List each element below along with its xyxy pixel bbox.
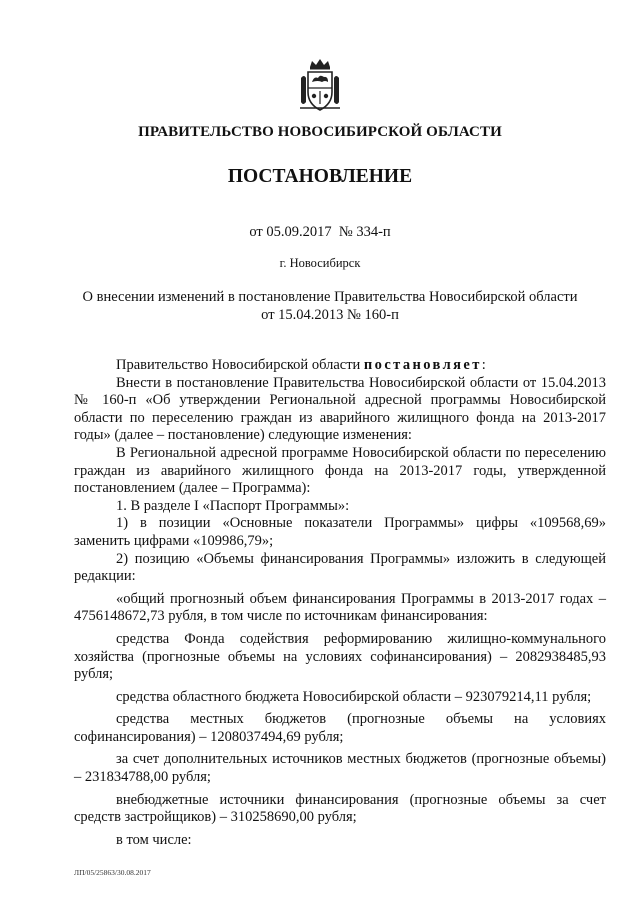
body-paragraph: в том числе: <box>116 831 192 848</box>
body-paragraph: «общий прогнозный объем финансирования Программы в 2013-2017 годах – 4756148672,73 рубля, в том числе по источникам финансирования: <box>74 590 606 625</box>
body-paragraph: 1) в позиции «Основные показатели Программы» цифры «109568,69» заменить цифрами «109986,79»; <box>74 515 606 549</box>
document-date-line <box>0 224 640 241</box>
intro-colon: : <box>481 357 486 373</box>
body-paragraph: 1. В разделе I «Паспорт Программы»: <box>116 497 350 514</box>
body-paragraph: за счет дополнительных источников местных бюджетов (прогнозные объемы) – 231834788,00 рубля; <box>74 751 606 786</box>
document-date: от 05.09.2017 <box>249 224 332 240</box>
body-paragraph: средства местных бюджетов (прогнозные объемы на условиях софинансирования) – 1208037494,69 рубля; <box>74 711 606 745</box>
footer-code: ЛП/05/25863/30.08.2017 <box>74 868 151 877</box>
document-number: № 334-п <box>338 224 391 240</box>
intro-text: Правительство Новосибирской области <box>116 357 364 373</box>
body-paragraph: В Региональной адресной программе Новосибирской области по переселению граждан из аварийного жилищного фонда на 2013-2017 годы, утвержденной постановлением (далее – Программа): <box>74 444 606 497</box>
body-paragraph: средства областного бюджета Новосибирской области – 923079214,11 рубля; <box>116 688 592 705</box>
body-paragraph: Внести в постановление Правительства Новосибирской области от 15.04.2013 № 160-п «Об утверждении Региональной адресной программы Новосибирской области по переселению граждан из аварийного жилищного фонда на 2013-2017 годы» (далее – постановление) следующие изменения: <box>74 374 606 444</box>
document-subject <box>60 288 600 324</box>
body-paragraph: 2) позицию «Объемы финансирования Программы» изложить в следующей редакции: <box>74 550 606 585</box>
subject-line-2: от 15.04.2013 № 160-п <box>261 307 399 323</box>
intro-paragraph <box>74 357 606 375</box>
document-place: г. Новосибирск <box>279 256 361 270</box>
subject-line-1: О внесении изменений в постановление Правительства Новосибирской области <box>82 289 578 305</box>
body-paragraph: внебюджетные источники финансирования (прогнозные объемы за счет средств застройщиков) – 310258690,00 рубля; <box>74 791 606 826</box>
body-paragraph: средства Фонда содействия реформированию жилищно-коммунального хозяйства (прогнозные объемы на условиях софинансирования) – 2082938485,93 рубля; <box>74 630 606 683</box>
intro-keyword: постановляет <box>363 357 482 373</box>
document-body <box>74 357 606 849</box>
organization-title: ПРАВИТЕЛЬСТВО НОВОСИБИРСКОЙ ОБЛАСТИ <box>138 124 502 140</box>
coat-of-arms-icon <box>298 58 342 114</box>
document-type-title: ПОСТАНОВЛЕНИЕ <box>227 166 413 187</box>
